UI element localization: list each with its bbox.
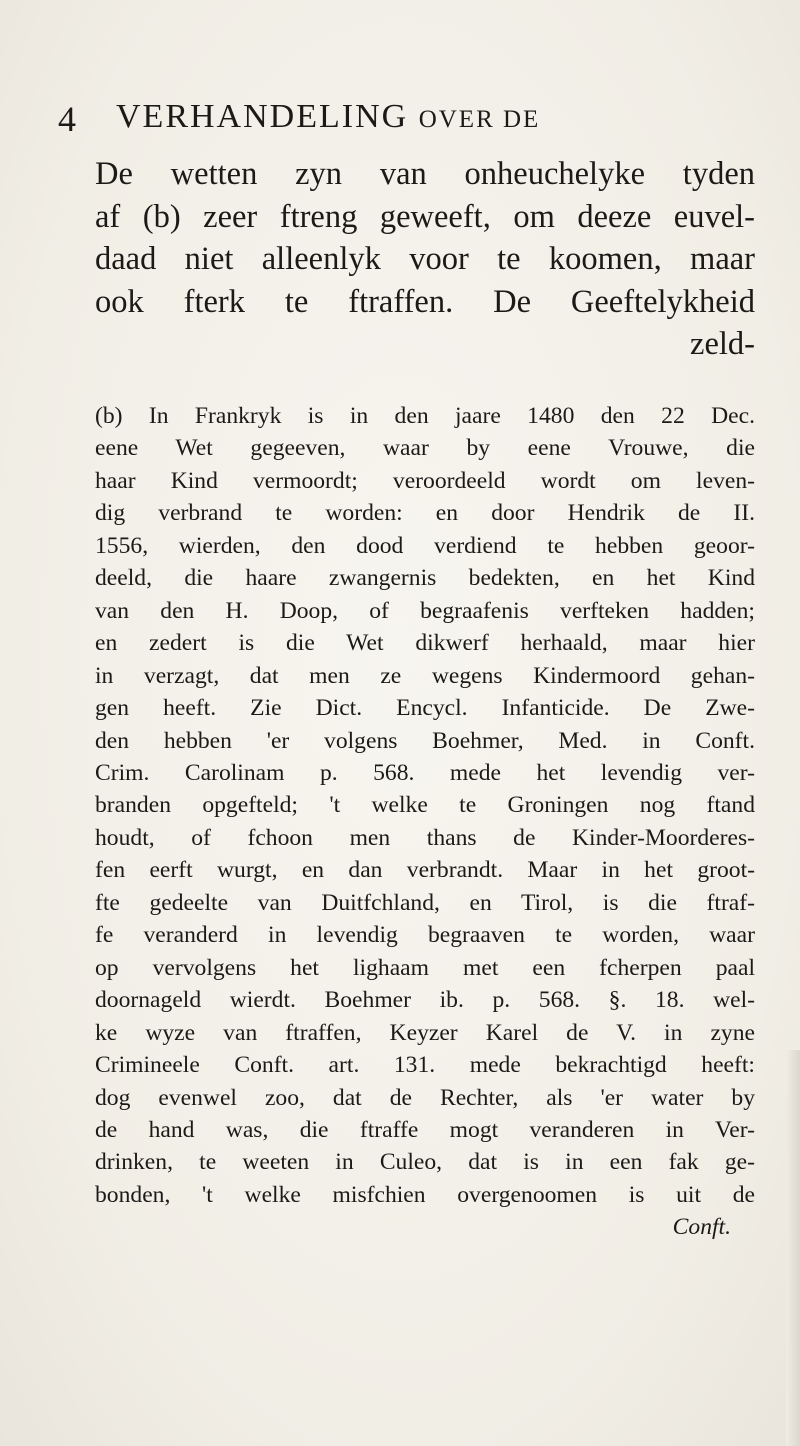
footnote-line: van den H. Doop, of begraafenis verfteken hadden; (95, 597, 755, 624)
footnote-line: ke wyze van ftraffen, Keyzer Karel de V. in zyne (95, 1019, 755, 1046)
footnote-line: (b) In Frankryk is in den jaare 1480 den 22 Dec. (95, 403, 755, 429)
footnote-line: de hand was, die ftraffe mogt veranderen in Ver- (95, 1116, 755, 1143)
page-number: 4 (58, 99, 76, 139)
footnote-line: deeld, die haare zwangernis bedekten, en het Kind (95, 565, 755, 592)
page-header (58, 98, 738, 148)
footnote-line: fen eerft wurgt, en dan verbrandt. Maar in het groot- (95, 857, 755, 884)
main-text-line: De wetten zyn van onheuchelyke tyden (95, 156, 755, 192)
main-text-line: af (b) zeer ftreng geweeft, om deeze euvel- (95, 198, 755, 235)
main-text-line: daad niet alleenlyk voor te koomen, maar (95, 241, 755, 278)
main-text (95, 153, 755, 366)
running-head (116, 98, 540, 136)
footnote-line: dig verbrand te worden: en door Hendrik de II. (95, 500, 755, 527)
running-head-main: VERHANDELING (116, 98, 409, 135)
footnote (95, 400, 755, 1244)
footnote-line: doornageld wierdt. Boehmer ib. p. 568. §. 18. wel- (95, 987, 755, 1014)
footnote-line: bonden, 't welke misfchien overgenoomen is uit de (95, 1181, 755, 1208)
footnote-line: fte gedeelte van Duitfchland, en Tirol, is die ftraf- (95, 889, 755, 916)
footnote-line: den hebben 'er volgens Boehmer, Med. in Conft. (95, 727, 755, 754)
footnote-line: dog evenwel zoo, dat de Rechter, als 'er water by (95, 1084, 755, 1111)
footnote-line: fe veranderd in levendig begraaven te worden, waar (95, 922, 755, 949)
page-edge-shadow (786, 1050, 800, 1446)
footnote-line: op vervolgens het lighaam met een fcherpen paal (95, 954, 755, 981)
footnote-line: in verzagt, dat men ze wegens Kindermoord gehan- (95, 662, 755, 689)
running-head-small: OVER DE (418, 106, 541, 133)
footnote-line: houdt, of fchoon men thans de Kinder-Moorderes- (95, 824, 755, 851)
footnote-line: branden opgefteld; 't welke te Groningen nog ftand (95, 792, 755, 819)
main-text-line: ook fterk te ftraffen. De Geeftelykheid (95, 283, 755, 320)
footnote-line: eene Wet gegeeven, waar by eene Vrouwe, die (95, 435, 755, 462)
footnote-line: gen heeft. Zie Dict. Encycl. Infanticide. De Zwe- (95, 695, 755, 722)
catchword: zeld- (690, 326, 755, 363)
footnote-line: Crimineele Conft. art. 131. mede bekrachtigd heeft: (95, 1052, 755, 1079)
footnote-line: en zedert is die Wet dikwerf herhaald, maar hier (95, 630, 755, 657)
footnote-line: 1556, wierden, den dood verdiend te hebben geoor- (95, 532, 755, 559)
footnote-line: haar Kind vermoordt; veroordeeld wordt om leven- (95, 467, 755, 494)
footnote-catchword: Conft. (672, 1214, 731, 1241)
footnote-line: Crim. Carolinam p. 568. mede het levendig ver- (95, 759, 755, 786)
footnote-line: drinken, te weeten in Culeo, dat is in een fak ge- (95, 1149, 755, 1176)
